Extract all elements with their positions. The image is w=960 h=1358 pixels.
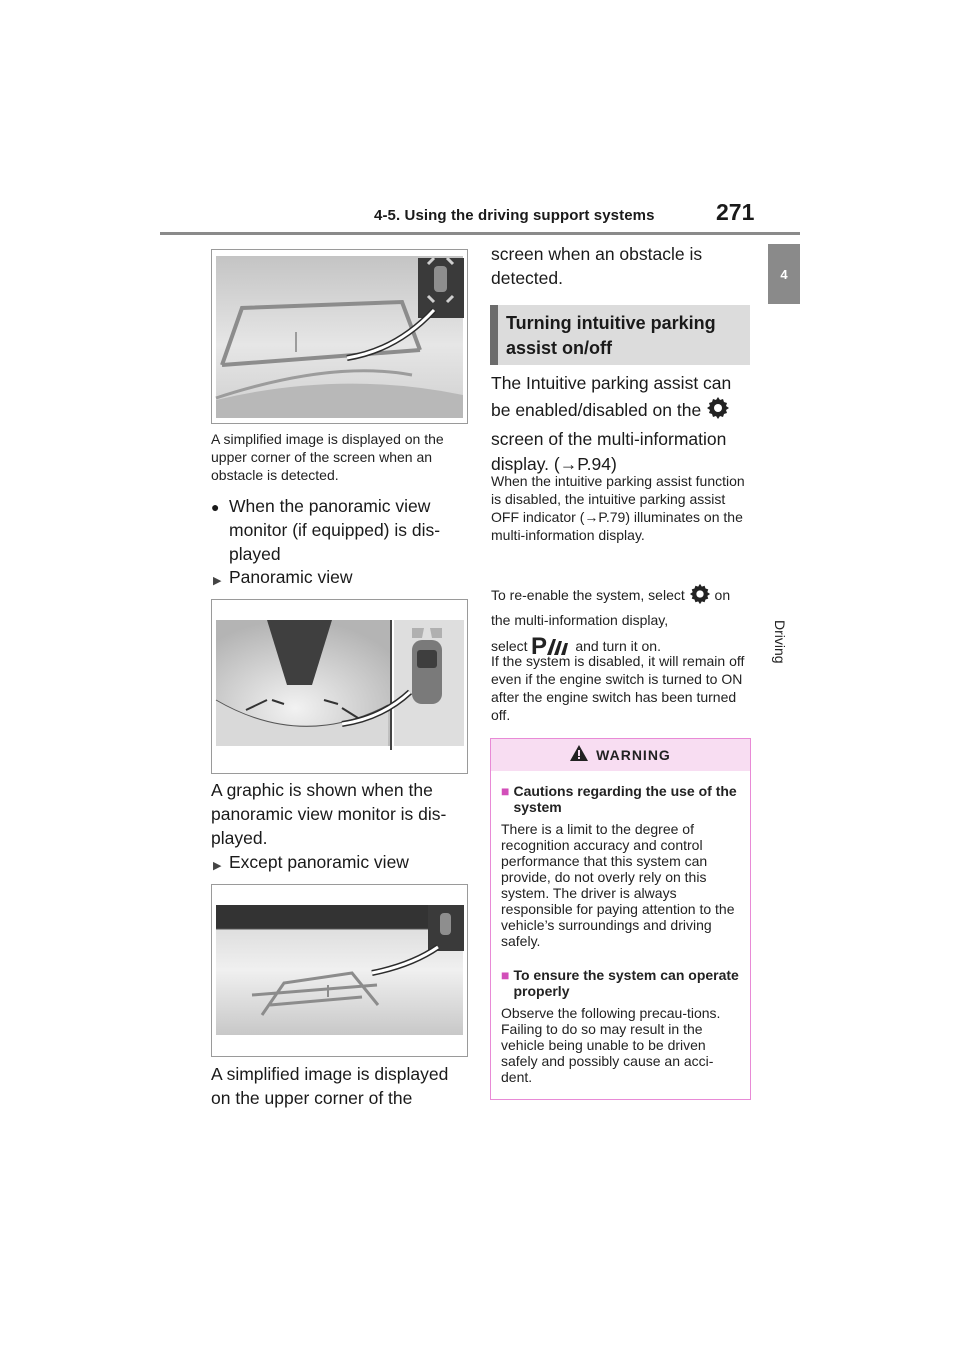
section-title: 4-5. Using the driving support systems [374, 207, 655, 224]
warning-subheading-1 [501, 783, 742, 815]
square-bullet-icon: ■ [501, 967, 510, 983]
page-number: 271 [716, 199, 755, 225]
figure-except-panoramic [211, 884, 468, 1057]
warning-header [491, 739, 750, 771]
re-enable-text-b: on the multi-information display, [491, 587, 731, 628]
warning-triangle-icon [570, 745, 588, 766]
note-re-enable [491, 583, 751, 662]
paragraph-continued: screen when an obstacle is detected. [491, 244, 703, 288]
warning-text-1: There is a limit to the degree of recognition accuracy and control performance that this system can provide, do not overly rely on this system. The driver is always responsible for paying attention to the vehicle’s surroundings and driving safely. [501, 821, 735, 949]
bullet-panoramic-view: ● When the panoramic view monitor (if equipped) is dis-played [229, 494, 469, 566]
paragraph-except-panoramic: A simplified image is displayed on the upper corner of the [211, 1064, 449, 1108]
sub-heading-except-panoramic: ▶ Except panoramic view [229, 850, 469, 874]
note-disabled-indicator: When the intuitive parking assist function is disabled, the intuitive parking assist OFF indicator (→P.79) illuminates on the multi-information display. [491, 473, 745, 543]
figure-caption-1: A simplified image is displayed on the upper corner of the screen when an obstacle is detected. [211, 431, 444, 483]
svg-text:P: P [531, 632, 548, 657]
warning-text-2a: Observe the following precau-tions. [501, 1005, 721, 1021]
warning-label: WARNING [596, 747, 671, 763]
paragraph-enable-disable [491, 371, 751, 477]
paragraph-panoramic: A graphic is shown when the panoramic view monitor is dis-played. [211, 780, 447, 848]
section-heading-text: Turning intuitive parking assist on/off [506, 313, 716, 358]
note-remain-off: If the system is disabled, it will remain off even if the engine switch is turned to ON after the engine switch has been turned off. [491, 653, 745, 723]
figure-panoramic-view [211, 599, 468, 774]
page-ref-94: →P.94) [559, 454, 617, 474]
section-heading-turning-on-off [490, 305, 750, 365]
re-enable-text-c: select [491, 638, 528, 654]
square-bullet-icon: ■ [501, 783, 510, 799]
warning-box [490, 738, 751, 1100]
re-enable-text-a: To re-enable the system, select [491, 587, 685, 604]
gear-icon [706, 396, 730, 427]
re-enable-text-d: and turn it on. [575, 638, 661, 654]
chapter-tab: 4 [768, 244, 800, 304]
figure-rear-view-simplified [211, 249, 468, 424]
warning-text-2b: Failing to do so may result in the vehicle being unable to be driven safely and possibly cause an acci-dent. [501, 1021, 714, 1085]
warning-subheading-2 [501, 967, 742, 999]
warning-heading-2-text: To ensure the system can operate properly [513, 967, 739, 999]
gear-icon [689, 583, 711, 610]
enable-text-b: screen of the multi-information display. ( [491, 429, 727, 474]
header-rule [160, 232, 800, 235]
warning-heading-1-text: Cautions regarding the use of the system [513, 783, 737, 815]
chapter-label: Driving [772, 620, 788, 664]
sub-heading-panoramic-view: ▶ Panoramic view [229, 565, 469, 589]
enable-text-a: The Intuitive parking assist can be enabled/disabled on the [491, 373, 732, 421]
